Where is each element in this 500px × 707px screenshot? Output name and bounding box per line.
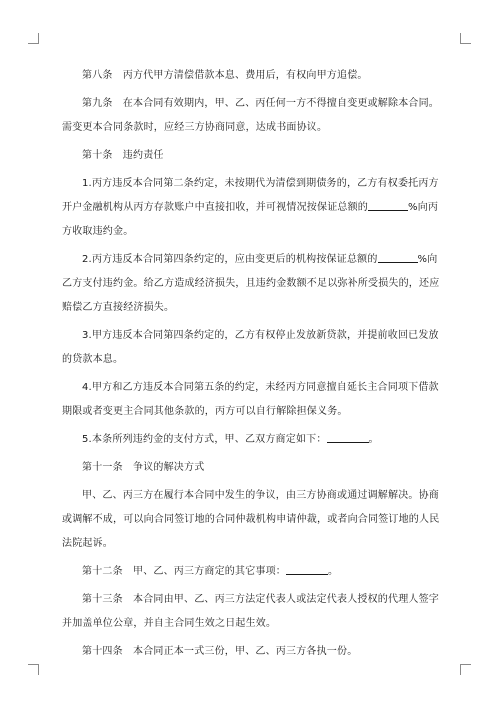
article-11-body — [62, 484, 440, 556]
text-segment: 2.丙方违反本合同第四条约定的，应由变更后的机构按保证总额的 — [82, 254, 378, 265]
article-13 — [62, 588, 440, 636]
fill-in-blank[interactable] — [378, 252, 418, 263]
text-line: 甲、乙、丙三方在履行本合同中发生的争议，由三方协商或通过调解解决。协商 — [82, 490, 439, 501]
text-line: 1.丙方违反本合同第二条约定，未按期代为清偿到期债务的，乙方有权委托丙方 — [82, 178, 439, 189]
crop-mark-bottom-right — [460, 664, 471, 675]
text-line: 期限或者变更主合同其他条款的，丙方可以自行解除担保义务。 — [62, 406, 348, 417]
clause-10-3 — [62, 324, 440, 372]
text-line: 的贷款本息。 — [62, 354, 124, 365]
clause-10-2 — [62, 248, 440, 320]
text-line: 3.甲方违反本合同第四条约定的，乙方有权停止发放新贷款，并提前收回已发放 — [82, 330, 439, 341]
text-segment: 。 — [328, 566, 339, 577]
text-segment: %向丙 — [408, 202, 439, 213]
crop-mark-top-right — [460, 33, 471, 44]
text-line: 第十三条 本合同由甲、乙、丙三方法定代表人或法定代表人授权的代理人签字 — [82, 594, 439, 605]
text-line: 第十条 违约责任 — [82, 150, 164, 161]
text-line: 赔偿乙方直接经济损失。 — [62, 302, 175, 313]
text-segment: 5.本条所列违约金的支付方式，甲、乙双方商定如下： — [82, 434, 327, 445]
text-line: 第八条 丙方代甲方清偿借款本息、费用后，有权向甲方追偿。 — [82, 70, 368, 81]
article-12 — [62, 560, 440, 584]
text-segment: 。 — [368, 434, 379, 445]
article-14 — [62, 640, 440, 664]
fill-in-blank[interactable] — [327, 432, 369, 443]
clause-10-4 — [62, 376, 440, 424]
text-line — [62, 428, 440, 452]
text-line: 第十一条 争议的解决方式 — [82, 462, 205, 473]
text-line: 乙方支付违约金。给乙方造成经济损失，且违约金数额不足以弥补所受损失的，还应 — [62, 278, 440, 289]
article-8 — [62, 64, 440, 88]
document-body — [62, 64, 440, 668]
text-line: 或调解不成，可以向合同签订地的合同仲裁机构申请仲裁，或者向合同签订地的人民 — [62, 514, 440, 525]
text-line: 第十四条 本合同正本一式三份，甲、乙、丙三方各执一份。 — [82, 646, 358, 657]
text-line — [62, 560, 440, 584]
text-line: 需变更本合同条款时，应经三方协商同意，达成书面协议。 — [62, 122, 328, 133]
text-line — [62, 196, 440, 220]
article-9 — [62, 92, 440, 140]
text-line: 方收取违约金。 — [62, 226, 134, 237]
text-line: 并加盖单位公章，并自主合同生效之日起生效。 — [62, 618, 277, 629]
crop-mark-bottom-left — [28, 664, 39, 675]
text-line: 法院起诉。 — [62, 538, 113, 549]
text-line — [62, 248, 440, 272]
article-11-heading — [62, 456, 440, 480]
text-segment: 开户金融机构从丙方存款账户中直接扣收，并可视情况按保证总额的 — [62, 202, 368, 213]
crop-mark-top-left — [28, 33, 39, 44]
text-line: 第九条 在本合同有效期内，甲、乙、丙任何一方不得擅自变更或解除本合同。 — [82, 98, 439, 109]
fill-in-blank[interactable] — [368, 200, 408, 211]
text-segment: 第十二条 甲、乙、丙三方商定的其它事项： — [82, 566, 286, 577]
clause-10-1 — [62, 172, 440, 244]
fill-in-blank[interactable] — [286, 564, 328, 575]
article-10-heading — [62, 144, 440, 168]
text-segment: %向 — [417, 254, 438, 265]
clause-10-5 — [62, 428, 440, 452]
text-line: 4.甲方和乙方违反本合同第五条的约定，未经丙方同意擅自延长主合同项下借款 — [82, 382, 439, 393]
